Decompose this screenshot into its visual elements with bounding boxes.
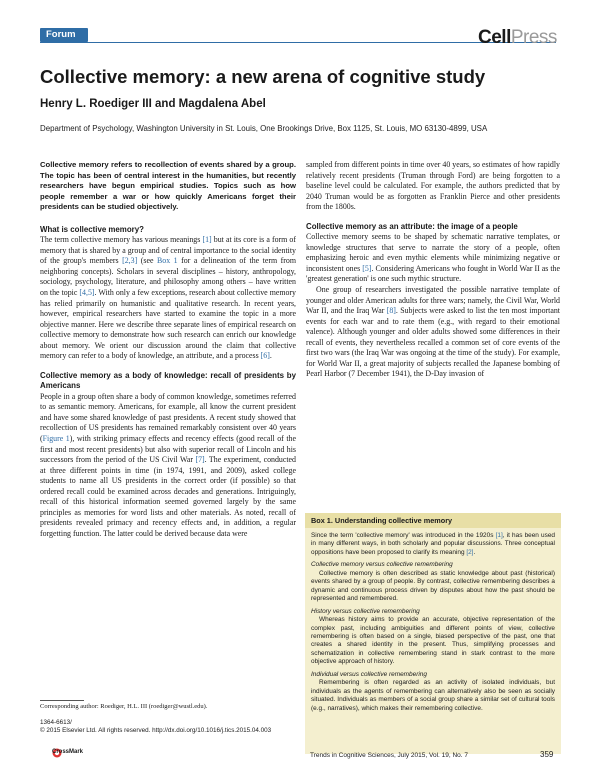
- section-tab: Forum: [40, 28, 88, 42]
- citation-link[interactable]: [4,5]: [79, 287, 95, 297]
- box1-paragraph: Collective memory is often described as static knowledge about past (historical) events shared by a group of people. By contrast, collective remembering describes a dynamic and continuous process driven by disputes about how the past should be represented and remembered.: [311, 569, 555, 603]
- box1-intro: Since the term 'collective memory' was introduced in the 1920s [1], it has been used in many different ways, in both scholarly and popular discussions. Three conceptual oppositions have been proposed to clarify its meaning [2].: [311, 532, 555, 556]
- heading-attribute: Collective memory as an attribute: the image of a people: [306, 221, 518, 231]
- article-authors: Henry L. Roediger III and Magdalena Abel: [40, 98, 266, 110]
- left-column: [40, 160, 296, 539]
- box1-paragraph: Remembering is often regarded as an activity of isolated individuals, but individuals as the agents of remembering can alternatively also be seen as socially situated. Individuals as members of a social group share a similar set of cultural tools (e.g., narratives), which makes their remembering collective.: [311, 679, 555, 712]
- citation-link[interactable]: [2]: [466, 548, 474, 556]
- heading-body-of-knowledge: Collective memory as a body of knowledge: recall of presidents by Americans: [40, 370, 296, 391]
- citation-link[interactable]: [6]: [260, 351, 270, 361]
- footnote-rule: [40, 700, 84, 701]
- paragraph-forgetting: sampled from different points in time over 40 years, so estimates of how rapidly relatively recent presidents (Truman through Ford) are being forgotten to a baseline level could be calculated. For example, the authors predicted that by 2040 Truman would be as forgotten as Franklin Pierce and other presidents from the 1800s.: [306, 160, 560, 212]
- box1-body: [305, 528, 561, 713]
- page-number: 359: [540, 750, 554, 759]
- box1-title: Box 1. Understanding collective memory: [305, 513, 561, 528]
- logo-cell-text: Cell: [478, 27, 511, 48]
- right-column: [306, 160, 560, 380]
- box1-subheading: History versus collective remembering: [311, 607, 420, 615]
- box1-link[interactable]: Box 1: [156, 256, 178, 266]
- citation-link[interactable]: [1]: [495, 532, 503, 539]
- box1-paragraph: Whereas history aims to provide an accurate, objective representation of the complex past, including ambiguities and different points of view, collective remembering is often based on a single, biased perspective of the past, one that creates a shared identity in the present. Thus, simplifying processes and schematization in collective remembering stand in stark contrast to the more objective approach of history.: [311, 616, 555, 666]
- box1-subheading: Individual versus collective remembering: [311, 670, 427, 678]
- copyright-block: [40, 719, 300, 736]
- cellpress-logo: [478, 27, 557, 49]
- citation-link[interactable]: [5]: [362, 263, 372, 273]
- issn: 1364-6613/: [40, 719, 72, 726]
- box1-sidebar: [305, 513, 561, 754]
- paragraph-narrative-templates: Collective memory seems to be shaped by schematic narrative templates, or knowledge structures that serve to narrate the story of a people, often emphasizing heroic and even mythic elements while minimizing negative or inconsistent ones [5]. Considering Americans who fought in World War II as the 'greatest generation' is one such mythic structure.: [306, 232, 561, 284]
- abstract: Collective memory refers to recollection of events shared by a group. The topic has been of central interest in the humanities, but recently researchers have begun empirical studies. Topics such as how people remember a war or how quickly Americans forget their presidents can be studied objectively.: [40, 160, 296, 212]
- logo-press-text: Press: [510, 27, 557, 48]
- figure1-link[interactable]: Figure 1: [42, 433, 70, 443]
- crossmark-label: CrossMark: [52, 749, 84, 755]
- paragraph-three-wars: One group of researchers investigated the possible narrative template of younger and older American adults for three wars; namely, the Civil War, World War II, and the Iraq War [8]. Subjects were asked to list the ten most important events for each war and to rate them (e.g., with regard to their emotional valence). Although younger and older adults showed some differences in their recall of events, they nevertheless recalled a common set of core events of the first two wars (the Iraq War was ongoing at the time of the study). For example, for World War II, a great majority of subjects recalled the Japanese bombing of Pearl Harbor (7 December 1941), the D-Day invasion of: [306, 284, 560, 379]
- article-title: Collective memory: a new arena of cognitive study: [40, 66, 486, 87]
- citation-link[interactable]: [7]: [195, 455, 205, 465]
- paragraph-presidents: People in a group often share a body of common knowledge, sometimes referred to as semantic memory. Americans, for example, all know the current president and have some shared knowledge of past presidents. A recent study showed that recollection of US presidents has remained remarkably consistent over 40 years (Figure 1), with striking primacy effects and recency effects (good recall of the first and most recent presidents) but also with superior recall of Lincoln and his successors from the period of the US Civil War [7]. The experiment, conducted at three different points in time (in 1974, 1991, and 2009), asked college students to name all US presidents in the correct order (if possible) so that ordered recall could be examined across decades and generations. Intriguingly, recall of this historical information seemed governed largely by the same principles as memories for word lists and other materials. As noted, recall of presidents revealed primacy and recency effects and, in addition, a regular forgetting function. The latter could be derived because data were: [40, 391, 296, 538]
- citation-link[interactable]: [8]: [386, 306, 396, 316]
- heading-what-is-collective-memory: What is collective memory?: [40, 224, 144, 234]
- corresponding-author-note: Corresponding author: Roediger, H.L. III (roediger@wustl.edu).: [40, 703, 208, 710]
- copyright-doi[interactable]: © 2015 Elsevier Ltd. All rights reserved. http://dx.doi.org/10.1016/j.tics.2015.04.003: [40, 727, 272, 735]
- citation-link[interactable]: [2,3]: [122, 256, 138, 266]
- citation-link[interactable]: [1]: [202, 235, 212, 245]
- author-affiliation: Department of Psychology, Washington University in St. Louis, One Brookings Drive, Box 1125, St. Louis, MO 63130-4899, USA: [40, 124, 488, 133]
- journal-citation: Trends in Cognitive Sciences, July 2015, Vol. 19, No. 7: [310, 752, 469, 759]
- box1-subheading: Collective memory versus collective remembering: [311, 561, 453, 569]
- paragraph-intro: The term collective memory has various meanings [1] but at its core is a form of memory that is shared by a group and of central importance to the social identity of the group's members [2,3] (see Box 1 for a delineation of the term from neighboring concepts). Scholars in several disciplines – history, anthropology, sociology, psychology, literature, and philosophy among others – have written on the topic [4,5]. With only a few exceptions, research about collective memory has relied primarily on humanistic and qualitative research. In recent years, however, empirical researchers have started to examine the topic in a more objective manner. Here we describe three separate lines of empirical research on collective memory to demonstrate how such research can enrich our knowledge about memory. We orient our discussion around the claim that collective memory can refer to a body of knowledge, an attribute, and a process [6].: [40, 235, 296, 361]
